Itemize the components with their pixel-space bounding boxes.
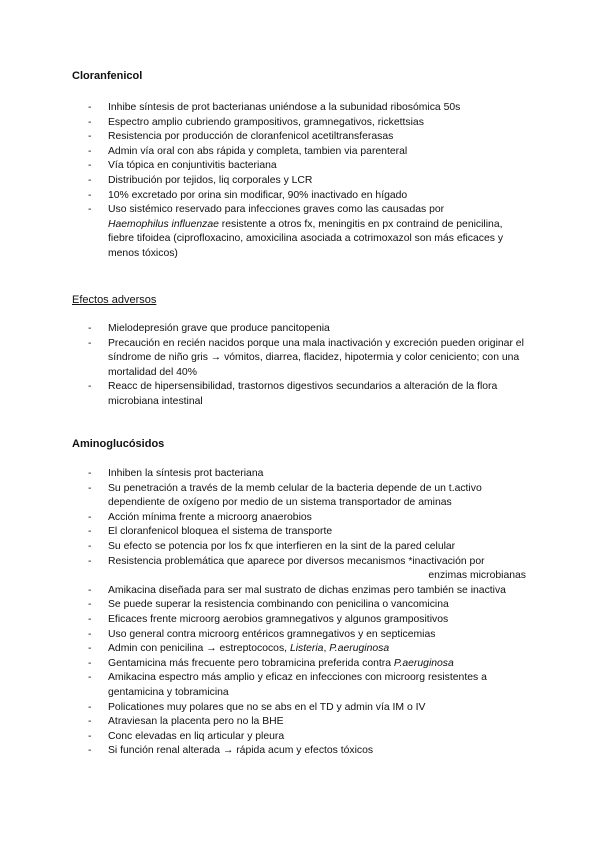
list-item: - Amikacina espectro más amplio y eficaz en infecciones con microorg resistentes a gentamicina y tobramicina <box>88 671 528 700</box>
item-text: Uso sistémico reservado para infecciones graves como las causadas por <box>108 204 445 216</box>
list-item: - Se puede superar la resistencia combinando con penicilina o vancomicina <box>88 598 528 613</box>
list-item <box>88 657 528 672</box>
list-item <box>88 555 528 584</box>
list-item <box>88 642 528 657</box>
section-title-efectos-adversos: Efectos adversos <box>72 294 157 306</box>
item-text: Admin con penicilina → estreptococos, <box>108 643 290 655</box>
list-item <box>88 203 528 261</box>
section-title-aminoglucosidos: Aminoglucósidos <box>72 438 165 450</box>
list-item: - Eficaces frente microorg aerobios gramnegativos y algunos grampositivos <box>88 613 528 628</box>
list-item: - Precaución en recién nacidos porque una mala inactivación y excreción pueden originar el síndrome de niño gris → vómitos, diarrea, flacidez, hipotermia y color ceniciento; con una mortalidad del 40% <box>88 337 528 381</box>
item-text: , <box>323 643 330 655</box>
list-item: - 10% excretado por orina sin modificar, 90% inactivado en hígado <box>88 189 528 204</box>
section-title-cloranfenicol: Cloranfenicol <box>72 70 143 82</box>
list-item: - Su efecto se potencia por los fx que interfieren en la sint de la pared celular <box>88 540 528 555</box>
list-item: - Mielodepresión grave que produce pancitopenia <box>88 322 528 337</box>
list-item: - Resistencia por producción de cloranfenicol acetiltransferasas <box>88 130 528 145</box>
list-item: - Distribución por tejidos, liq corporales y LCR <box>88 174 528 189</box>
list-item: - Reacc de hipersensibilidad, trastornos digestivos secundarios a alteración de la flora microbiana intestinal <box>88 380 528 409</box>
list-item: - Su penetración a través de la memb celular de la bacteria depende de un t.activo dependiente de oxígeno por medio de un sistema transportador de aminas <box>88 482 528 511</box>
list-item: - Admin vía oral con abs rápida y completa, tambien via parenteral <box>88 145 528 160</box>
list-item: - Uso general contra microorg entéricos gramnegativos y en septicemias <box>88 628 528 643</box>
list-item: - Si función renal alterada → rápida acum y efectos tóxicos <box>88 744 528 759</box>
list-item: - Inhibe síntesis de prot bacterianas uniéndose a la subunidad ribosómica 50s <box>88 101 528 116</box>
list-item: - Acción mínima frente a microorg anaerobios <box>88 511 528 526</box>
item-text: Resistencia problemática que aparece por diversos mecanismos *inactivación por <box>108 555 485 567</box>
list-item: - Atraviesan la placenta pero no la BHE <box>88 715 528 730</box>
list-item: - Espectro amplio cubriendo grampositivos, gramnegativos, rickettsias <box>88 116 528 131</box>
item-text: resistente a otros fx, meningitis en px contraind de penicilina, fiebre tifoidea (ciprofloxacino, amoxicilina asociada a cotrimoxazol son más eficaces y menos tóxicos) <box>108 218 504 259</box>
list-item: - Vía tópica en conjuntivitis bacteriana <box>88 159 528 174</box>
list-item: - Amikacina diseñada para ser mal sustrato de dichas enzimas pero también se inactiva <box>88 584 528 599</box>
list-item: - Conc elevadas en liq articular y pleura <box>88 730 528 745</box>
organism-name: Haemophilus influenzae <box>108 218 219 230</box>
list-item: - El cloranfenicol bloquea el sistema de transporte <box>88 525 528 540</box>
item-text-indented: enzimas microbianas <box>428 570 526 582</box>
list-item: - Policationes muy polares que no se abs en el TD y admin vía IM o IV <box>88 701 528 716</box>
cloranfenicol-list <box>88 101 528 262</box>
efectos-list <box>88 322 528 410</box>
organism-name: Listeria <box>289 643 324 655</box>
organism-name: P.aeruginosa <box>329 643 390 655</box>
list-item: - Inhiben la síntesis prot bacteriana <box>88 467 528 482</box>
item-text: Gentamicina más frecuente pero tobramicina preferida contra <box>108 657 394 669</box>
aminoglucosidos-list <box>88 467 528 759</box>
organism-name: P.aeruginosa <box>393 657 454 669</box>
